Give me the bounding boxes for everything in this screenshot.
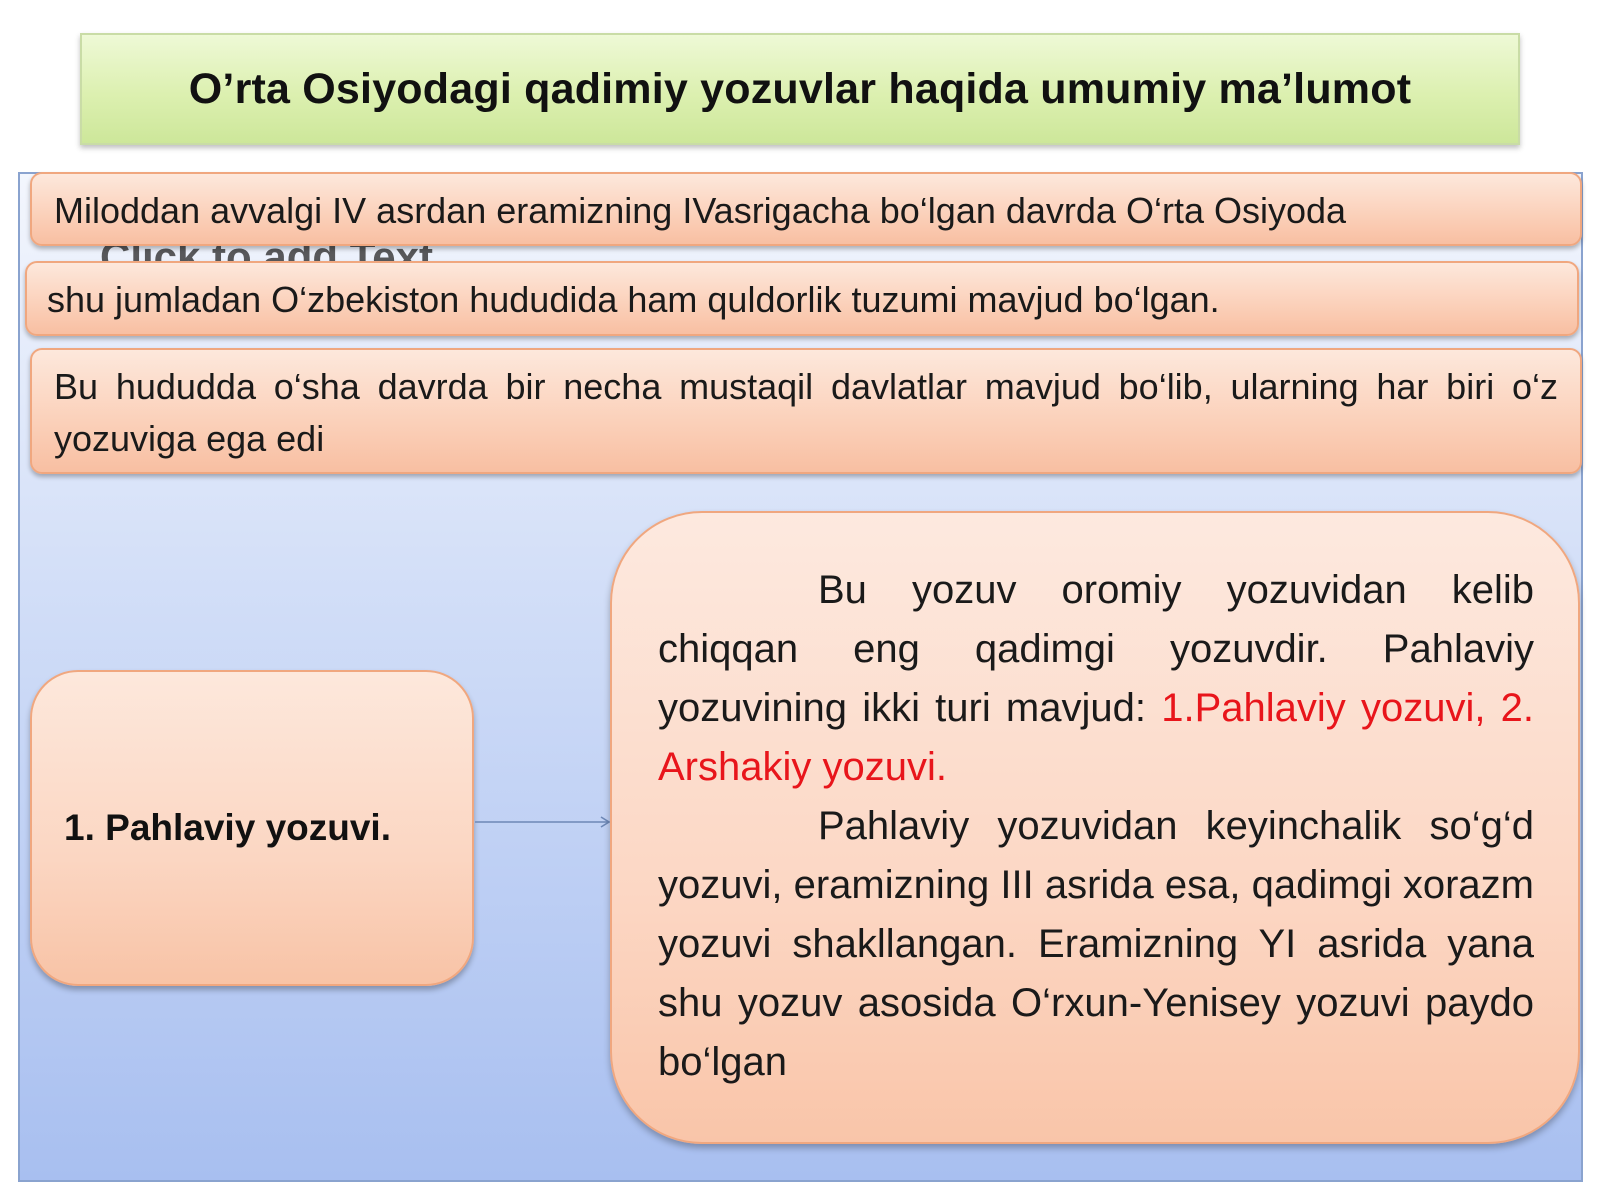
script-label: 1. Pahlaviy yozuvi.: [64, 807, 391, 848]
description-box: [610, 511, 1580, 1144]
text-band-2: shu jumladan O‘zbekiston hududida ham quldorlik tuzumi mavjud bo‘lgan.: [25, 261, 1579, 336]
slide-title: O’rta Osiyodagi qadimiy yozuvlar haqida umumiy ma’lumot: [188, 64, 1412, 113]
connector-arrow-icon: [475, 816, 613, 828]
description-highlight: 1.Pahlaviy yozuvi, 2. Arshakiy yozuvi.: [658, 686, 1534, 789]
description-paragraph-2: Pahlaviy yozuvidan keyinchalik so‘g‘d yozuvi, eramizning III asrida esa, qadimgi xorazm yozuvi shakllangan. Eramizning YI asrida yana shu yozuv asosida O‘rxun-Yenisey yozuvi paydo bo‘lgan: [658, 804, 1534, 1084]
script-label-box: [30, 670, 474, 986]
text-band-1: Miloddan avvalgi IV asrdan eramizning IVasrigacha bo‘lgan davrda O‘rta Osiyoda: [30, 172, 1582, 246]
title-box: [80, 33, 1520, 145]
description-text-1: Bu yozuv oromiy yozuvidan kelib chiqqan eng qadimgi yozuvdir. Pahlaviy yozuvining ikki turi mavjud:: [658, 568, 1534, 730]
text-band-3: Bu hududda o‘sha davrda bir necha mustaqil davlatlar mavjud bo‘lib, ularning har biri o‘z yozuviga ega edi: [30, 348, 1582, 474]
description-paragraph-1: [658, 561, 1534, 797]
